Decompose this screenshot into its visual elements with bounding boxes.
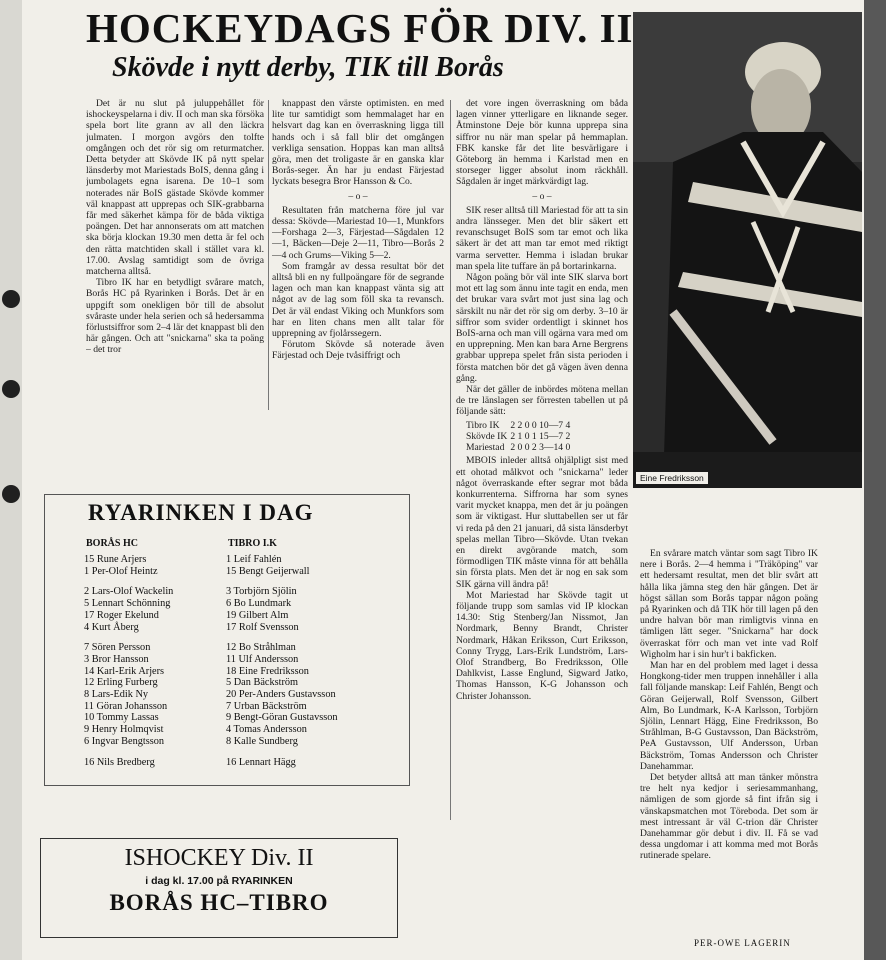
- table-row: [466, 431, 573, 442]
- paragraph: Man har en del problem med laget i dessa Hongkong-tider men truppen innehåller i alla fall följande manskap: Leif Fahlén, Bengt och Göran Geijerwall, Rolf Svensson, Gilbert Alm, Bo Lundmark, K-A Karlsson, Torbjörn Sjölin, Lennart Hägg, Eine Fredriksson, Bo Stråhlman, B-G Gustavsson, Dan Bäckström, PeA Gustavsson, Ulf Andersson, Urban Bäckström, Tomas Andersson och Christer Danehammar.: [640, 660, 818, 772]
- roster-player: 16 Lennart Hägg: [226, 756, 296, 768]
- author-signature: PER-OWE LAGERIN: [694, 938, 791, 948]
- hockey-player-illustration: [633, 12, 862, 488]
- paragraph: När det gäller de inbördes mötena mellan de tre länslagen ser förresten tabellen ut på följande sätt:: [456, 384, 628, 418]
- ad-title: ISHOCKEY Div. II: [124, 845, 314, 871]
- standings-team: Mariestad: [466, 442, 505, 454]
- photo-caption: Eine Fredriksson: [636, 472, 708, 484]
- table-row: [466, 442, 573, 453]
- standings-team: Skövde IK: [466, 430, 508, 442]
- roster-player: 16 Nils Bredberg: [84, 756, 155, 768]
- roster-player: 3 Torbjörn Sjölin: [226, 586, 297, 598]
- article-column-4: [640, 548, 818, 928]
- binder-ring: [2, 485, 20, 503]
- paragraph: Det betyder alltså att man tänker mönstra tre helt nya kedjor i seriesammanhang, nämligen de som gjorde så fint ifrån sig i vänskapsmatchen mot Töreboda. Det som är mest intressant är väl C-trion där Christer Danehammar gör debut i div. II. Få se vad dessa ungdomar i att komma med mot Borås rutinerade spelare.: [640, 772, 818, 862]
- roster-player: 1 Per-Olof Heintz: [84, 565, 158, 577]
- standings-stats: 2 2 0 0 10—7 4: [510, 419, 571, 431]
- separator: – o –: [532, 190, 552, 202]
- roster-player: 10 Tommy Lassas: [84, 712, 159, 724]
- roster-player: 5 Lennart Schönning: [84, 598, 171, 610]
- roster-player: 7 Urban Bäckström: [226, 700, 307, 712]
- paragraph: knappast den värste optimisten. en med lite tur samtidigt som hemmalaget har en helsvart dag kan en överraskning ligga till hands och i så fall blir det omgången verkliga sensation. Hoppas kan man alltså göra, men det troligaste är en ganska klar Borås-seger. Än har ju endast Färjestad lyckats besegra Bror Hansson & Co.: [272, 98, 444, 188]
- column-rule: [450, 100, 451, 820]
- paragraph: Mot Mariestad har Skövde tagit ut följande trupp som samlas vid IP klockan 14.30: Stig Stenberg/Jan Nissmot, Jan Nordmark, Benny Brandt, Christer Nordmark, Håkan Eriksson, Curt Eriksson, Conny Trygg, Lars-Erik Lundström, Lars-Olof Strandberg, Bo Fredriksson, Olle Dahlkvist, Lasse Englund, Sigward Jatko, Thomas Hansson, K-G Johansson och Christer Johansson.: [456, 589, 628, 702]
- article-column-2: [272, 98, 444, 414]
- article-column-3: [456, 98, 628, 818]
- roster-player: 4 Kurt Åberg: [84, 621, 139, 633]
- roster-player: 18 Eine Fredriksson: [226, 665, 309, 677]
- roster-player: 9 Henry Holmqvist: [84, 724, 164, 736]
- roster-player: 6 Bo Lundmark: [226, 598, 292, 610]
- binder-strip: [0, 0, 22, 960]
- paragraph: det vore ingen överraskning om båda lagen vinner ytterligare en liknande seger. Åtminstone Deje bör kunna upprepa sina siffror nu när man spelar på hemmaplan. FBK kanske får det lite besvärligare i Göteborg än hemma i Karlstad men en storseger ligger absolut inom räckhåll. Sågdalen är inget märkvärdigt lag.: [456, 98, 628, 188]
- column-rule: [268, 100, 269, 410]
- advertisement-box: [40, 838, 398, 938]
- ad-time: i dag kl. 17.00 på RYARINKEN: [145, 875, 293, 887]
- table-row: [466, 420, 573, 431]
- standings-stats: 2 1 0 1 15—7 2: [510, 430, 571, 442]
- roster-player: 14 Karl-Erik Arjers: [84, 665, 165, 677]
- standings-team: Tibro IK: [466, 419, 500, 431]
- roster-player: 19 Gilbert Alm: [226, 609, 289, 621]
- roster-player: 2 Lars-Olof Wackelin: [84, 586, 174, 598]
- away-roster: [226, 554, 396, 768]
- home-team-label: BORÅS HC: [86, 538, 138, 549]
- paragraph: Resultaten från matcherna före jul var dessa: Skövde—Mariestad 10—1, Munkfors—Forshaga 2—3, Färjestad—Sågdalen 12—1, Bäcken—Deje 2—11, Tibro—Borås 2—4 och Grums—Viking 5—2.: [272, 204, 444, 261]
- paragraph: MBOIS inleder alltså ohjälpligt sist med ett ohotad målkvot och "snickarna" leder något överraskande efter segrar mot båda konkurrenterna. Siffrorna har som synes varit mycket knappa, men det är ju poängen som är viktigast. Hur sluttabellen ser ut får vi reda på den 21 januari, då sista länsderbyt spelas mellan Tibro—Skövde. Utan tvekan en direkt avgörande match, som förmodligen TIK måste vinna för att behålla sin första plats. Men det är nog en sak som SIK gärna vill ändra på!: [456, 455, 628, 590]
- roster-player: 12 Bo Stråhlman: [226, 642, 296, 654]
- roster-player: 3 Bror Hansson: [84, 653, 149, 665]
- player-photo: [633, 12, 862, 488]
- roster-player: 12 Erling Furberg: [84, 677, 158, 689]
- roster-player: 4 Tomas Andersson: [226, 724, 307, 736]
- roster-player: 6 Ingvar Bengtsson: [84, 735, 165, 747]
- roster-player: 8 Kalle Sundberg: [226, 735, 298, 747]
- ad-match: BORÅS HC–TIBRO: [109, 890, 329, 915]
- binder-ring: [2, 380, 20, 398]
- home-roster: [84, 554, 224, 768]
- binder-ring: [2, 290, 20, 308]
- roster-player: 11 Göran Johansson: [84, 700, 168, 712]
- paragraph: SIK reser alltså till Mariestad för att ta sin andra länsseger. Men det blir säkert ett revanschsuget BoIS som tar emot och lika säkert är det att man tar emot med riktigt varma servetter. Hemma i isladan brukar man spela lite tuffare än på bortarinkarna.: [456, 204, 628, 272]
- paragraph: Förutom Skövde så noterade även Färjestad och Deje tvåsiffrigt och: [272, 339, 444, 362]
- roster-player: 17 Roger Ekelund: [84, 609, 159, 621]
- paragraph: Det är nu slut på juluppehållet för ishockeyspelarna i div. II och man ska försöka spela bort lite grann av all den läckra julmaten. I morgon avgörs den tolfte omgången och det rör sig om returmatcher. Detta betyder att Skövde IK på nytt spelar länsderby mot Mariestads BoIS, denna gång i jumbolagets egna isarena. De 10–1 som noterades när BoIS gästade Skövde kommer väl knappast att upprepas och SIK-grabbarna får med säkerhet kämpa för de båda viktiga poängen. Det har annonserats om att matchen ska börja klockan 19.30 men detta är fel och den rätta matchtiden skall i stället vara kl. 17.00. Avslag samtidigt som de övriga matcherna alltså.: [86, 98, 264, 278]
- paragraph: En svårare match väntar som sagt Tibro IK nere i Borås. 2—4 hemma i "Träköping" var ett hedersamt resultat, men det blir svårt att hålla lika jämna steg den här gången. Det är högst sällan som Borås tappar någon poäng på Ryarinken och då TIK hör till lagen på den undre halvan bör man rimligtvis vinna en tämligen lätt seger. "Snickarna" har dock överraskat förr och man vet inte vad Rolf Wigholm har i sin hur't i bakficken.: [640, 548, 818, 660]
- roster-player: 11 Ulf Andersson: [226, 653, 299, 665]
- roster-player: 20 Per-Anders Gustavsson: [226, 689, 336, 701]
- lineup-title: RYARINKEN I DAG: [88, 500, 314, 525]
- roster-player: 5 Dan Bäckström: [226, 677, 299, 689]
- subheadline: Skövde i nytt derby, TIK till Borås: [112, 52, 504, 83]
- roster-player: 7 Sören Persson: [84, 642, 151, 654]
- away-team-label: TIBRO I.K: [228, 538, 277, 549]
- headline: HOCKEYDAGS FÖR DIV. II: [86, 5, 634, 51]
- paragraph: Tibro IK har en betydligt svårare match, Borås HC på Ryarinken i Borås. Det är en uppgift som onekligen bör till de absolut svåraste under hela serien och så hedersamma förlustsiffror som 2–4 lär det knappast bli den här gången. Och att "snickarna" ska ta poäng – det tror: [86, 277, 264, 356]
- roster-player: 1 Leif Fahlén: [226, 554, 282, 565]
- roster-player: 17 Rolf Svensson: [226, 621, 299, 633]
- roster-player: 9 Bengt-Göran Gustavsson: [226, 712, 338, 724]
- background-edge: [864, 0, 886, 960]
- paragraph: Som framgår av dessa resultat bör det alltså bli en ny fullpoängare för de segrande lagen och man kan knappast vänta sig att något av de lag som föll ska ta revansch. Det är väl endast Viking och Munkfors som har en liten chans men allt talar för upprepning av fjolårssegern.: [272, 260, 444, 340]
- paragraph: Någon poäng bör väl inte SIK slarva bort mot ett lag som ännu inte tagit en enda, men det brukar vara svårt mot just sina lag och särskilt nu när det rör sig om derby. 3–10 är siffror som svider ordentligt i skinnet hos BoIS-arna och man vill ogärna vara med om en upprepning. Men kan bara Arne Bergrens grabbar upprepa spelet från sista perioden i första matchen bör det gå vägen även denna gång.: [456, 272, 628, 384]
- roster-player: 15 Bengt Geijerwall: [226, 565, 310, 577]
- roster-player: 8 Lars-Edik Ny: [84, 689, 149, 701]
- article-column-1: [86, 98, 264, 414]
- standings-table: [466, 420, 573, 454]
- standings-stats: 2 0 0 2 3—14 0: [510, 442, 571, 454]
- separator: – o –: [348, 190, 368, 202]
- roster-player: 15 Rune Arjers: [84, 554, 147, 565]
